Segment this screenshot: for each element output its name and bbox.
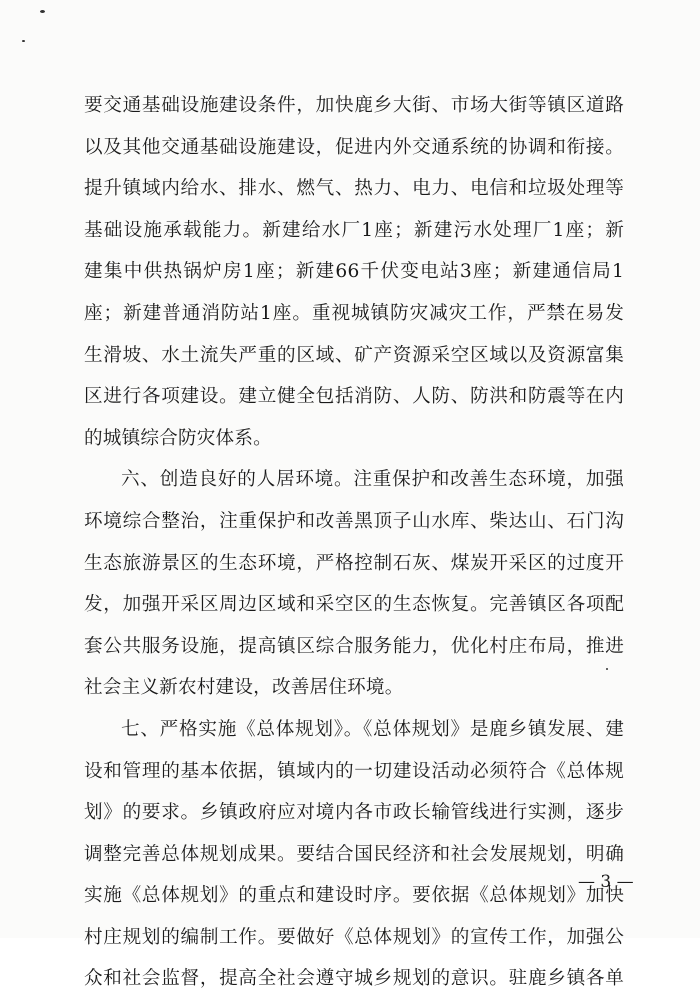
text-line: 基础设施承载能力。新建给水厂1座；新建污水处理厂1座；新 (84, 219, 624, 241)
text-line: 调整完善总体规划成果。要结合国民经济和社会发展规划，明确 (84, 843, 624, 865)
text-line: 建集中供热锅炉房1座；新建66千伏变电站3座；新建通信局1 (84, 261, 624, 283)
body-text (84, 80, 624, 995)
text-line: 生态旅游景区的生态环境，严格控制石灰、煤炭开采区的过度开 (84, 552, 624, 574)
text-line: 社会主义新农村建设，改善居住环境。 (84, 677, 404, 699)
text-line: 设和管理的基本依据，镇域内的一切建设活动必须符合《总体规 (84, 760, 624, 782)
scan-speck (40, 10, 45, 13)
paragraph-seven (84, 704, 624, 995)
text-line: 发，加强开采区周边区域和采空区的生态恢复。完善镇区各项配 (84, 594, 624, 616)
text-line: 村庄规划的编制工作。要做好《总体规划》的宣传工作，加强公 (84, 926, 624, 948)
text-line: 套公共服务设施，提高镇区综合服务能力，优化村庄布局，推进 (84, 635, 624, 657)
text-line: 七、严格实施《总体规划》。《总体规划》是鹿乡镇发展、建 (121, 718, 624, 740)
text-line: 实施《总体规划》的重点和建设时序。要依据《总体规划》加快 (84, 885, 624, 907)
paragraph-six (84, 454, 624, 704)
scan-speck (22, 40, 25, 42)
text-line: 划》的要求。乡镇政府应对境内各市政长输管线进行实测，逐步 (84, 802, 624, 824)
text-line: 要交通基础设施建设条件，加快鹿乡大街、市场大街等镇区道路 (84, 95, 624, 116)
text-line: 的城镇综合防灾体系。 (84, 427, 272, 449)
text-line: 生滑坡、水土流失严重的区域、矿产资源采空区域以及资源富集 (84, 344, 624, 366)
text-line: 以及其他交通基础设施建设，促进内外交通系统的协调和衔接。 (84, 136, 624, 158)
text-line: 座；新建普通消防站1座。重视城镇防灾减灾工作，严禁在易发 (84, 302, 624, 324)
text-line: 六、创造良好的人居环境。注重保护和改善生态环境，加强 (121, 469, 624, 491)
text-line: 环境综合整治，注重保护和改善黑顶子山水库、柴达山、石门沟 (84, 510, 624, 532)
text-line: 提升镇域内给水、排水、燃气、热力、电力、电信和垃圾处理等 (84, 178, 624, 200)
text-line: 众和社会监督，提高全社会遵守城乡规划的意识。驻鹿乡镇各单 (84, 968, 624, 990)
page-number: — 3 — (578, 872, 634, 892)
paragraph-infrastructure (84, 80, 624, 454)
text-line: 区进行各项建设。建立健全包括消防、人防、防洪和防震等在内 (84, 386, 624, 408)
